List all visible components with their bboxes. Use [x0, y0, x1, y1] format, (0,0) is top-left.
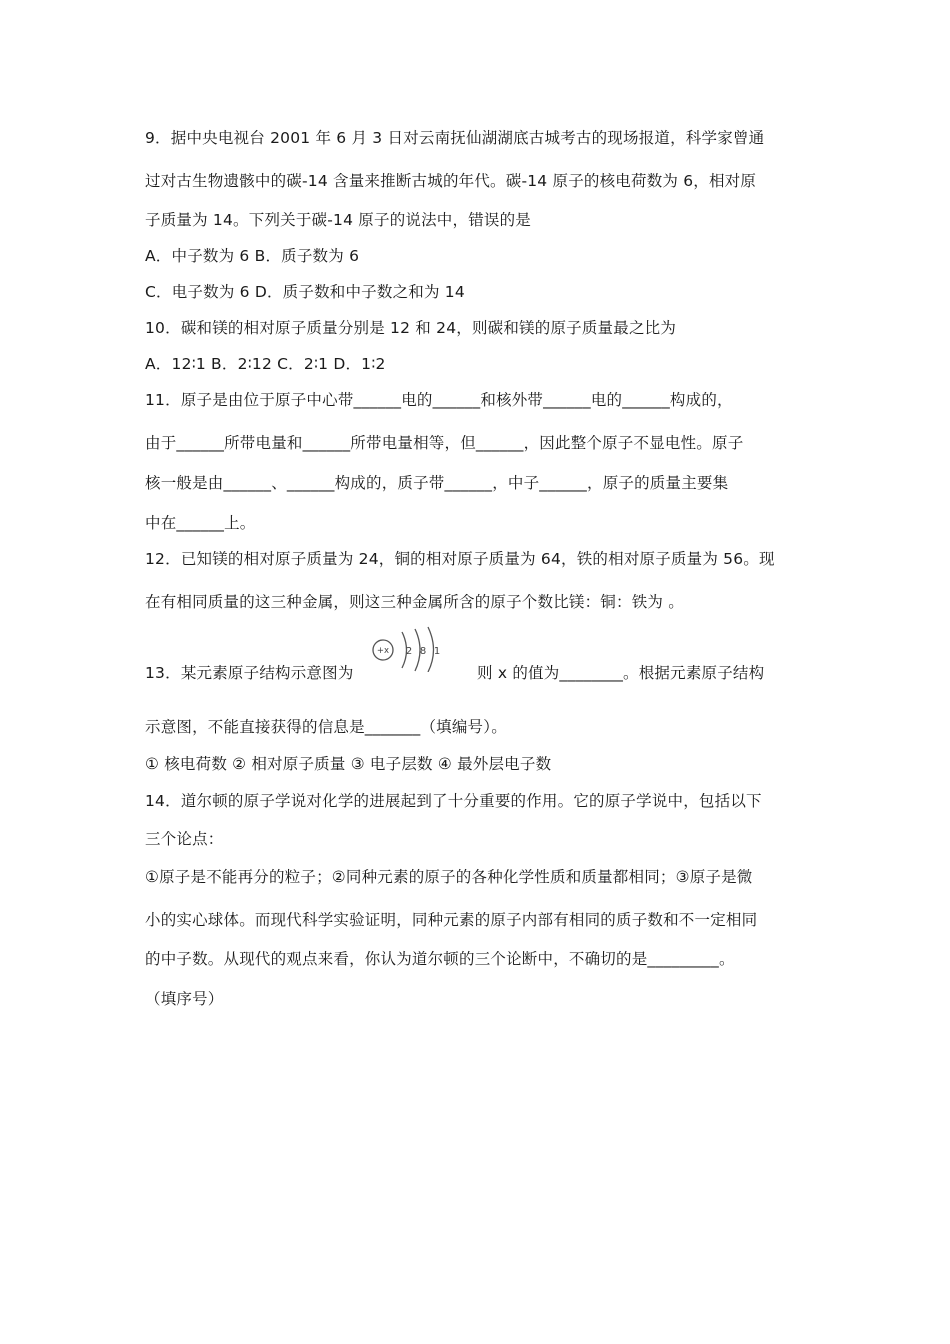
shell-count-1: 2 [405, 646, 413, 657]
q9-text-line-3: 子质量为 14。下列关于碳-14 原子的说法中，错误的是 [145, 211, 531, 229]
q12-text-line-1: 12．已知镁的相对原子质量为 24，铜的相对原子质量为 64，铁的相对原子质量为 56。现 [145, 550, 775, 568]
q10-options: A．12∶1 B．2∶12 C．2∶1 D．1∶2 [145, 355, 386, 373]
q11-text-line-1: 11．原子是由位于原子中心带______电的______和核外带______电的______构成的， [145, 391, 733, 409]
q11-text-line-2: 由于______所带电量和______所带电量相等，但______，因此整个原子不显电性。原子 [145, 434, 744, 452]
q9-options-ab: A．中子数为 6 B．质子数为 6 [145, 247, 360, 265]
q14-text-line-1: 14．道尔顿的原子学说对化学的进展起到了十分重要的作用。它的原子学说中，包括以下 [145, 792, 762, 810]
q13-text-after-diagram: 则 x 的值为________。根据元素原子结构 [477, 664, 765, 682]
q9-text-line-2: 过对古生物遗骸中的碳-14 含量来推断古城的年代。碳-14 原子的核电荷数为 6，相对原 [145, 172, 757, 190]
q12-text-line-2: 在有相同质量的这三种金属，则这三种金属所含的原子个数比镁：铜：铁为 。 [145, 593, 684, 611]
q13-text-before-diagram: 13．某元素原子结构示意图为 [145, 664, 354, 682]
shell-count-2: 8 [419, 646, 427, 657]
q14-text-line-4: 小的实心球体。而现代科学实验证明，同种元素的原子内部有相同的质子数和不一定相同 [145, 911, 758, 929]
q14-text-line-3: ①原子是不能再分的粒子；②同种元素的原子的各种化学性质和质量都相同；③原子是微 [145, 868, 753, 886]
shell-count-3: 1 [433, 646, 441, 657]
q9-options-cd: C．电子数为 6 D．质子数和中子数之和为 14 [145, 283, 465, 301]
q10-text-line-1: 10．碳和镁的相对原子质量分别是 12 和 24，则碳和镁的原子质量最之比为 [145, 319, 677, 337]
q14-text-line-2: 三个论点： [145, 830, 224, 848]
q11-text-line-3: 核一般是由______、______构成的，质子带______，中子______，原子的质量主要集 [145, 474, 729, 492]
q14-text-line-5: 的中子数。从现代的观点来看，你认为道尔顿的三个论断中，不确切的是_________。 [145, 950, 735, 968]
q11-text-line-4: 中在______上。 [145, 514, 256, 532]
q14-text-line-6: （填序号） [145, 990, 224, 1008]
q9-text-line-1: 9．据中央电视台 2001 年 6 月 3 日对云南抚仙湖湖底古城考古的现场报道，科学家曾通 [145, 129, 765, 147]
q13-options: ① 核电荷数 ② 相对原子质量 ③ 电子层数 ④ 最外层电子数 [145, 755, 552, 773]
electron-shell-arc-3 [428, 627, 434, 672]
atomic-structure-diagram [366, 624, 450, 672]
q13-text-line-2: 示意图，不能直接获得的信息是_______（填编号）。 [145, 718, 507, 736]
nucleus-label: +x [376, 646, 390, 656]
